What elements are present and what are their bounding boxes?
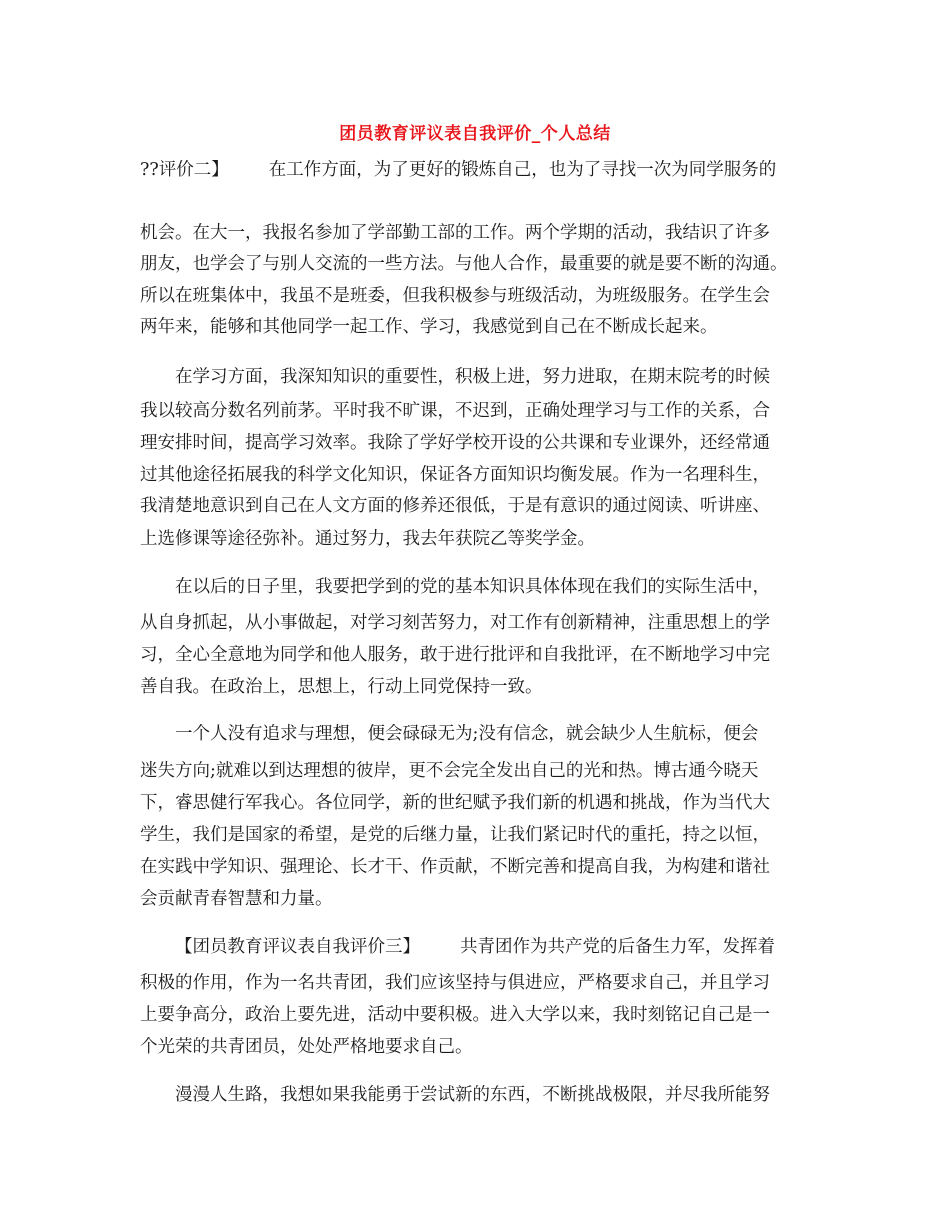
- text-line-6: 在学习方面，我深知知识的重要性，积极上进，努力进取，在期末院考的时候: [175, 367, 770, 387]
- text-line-21: 会贡献青春智慧和力量。: [140, 889, 333, 909]
- text-line-13: 从自身抓起，从小事做起，对学习刻苦努力，对工作有创新精神，注重思想上的学: [140, 613, 770, 633]
- text-line-7: 我以较高分数名列前茅。平时我不旷课，不迟到，正确处理学习与工作的关系，合: [140, 401, 770, 421]
- text-line-17: 迷失方向;就难以到达理想的彼岸，更不会完全发出自己的光和热。博古通今晓天: [140, 761, 759, 781]
- text-line-4: 所以在班集体中，我虽不是班委，但我积极参与班级活动，为班级服务。在学生会: [140, 286, 770, 306]
- text-line-26: 漫漫人生路，我想如果我能勇于尝试新的东西，不断挑战极限，并尽我所能努: [175, 1085, 770, 1105]
- text-line-23: 积极的作用，作为一名共青团，我们应该坚持与俱进应，严格要求自己，并且学习: [140, 973, 770, 993]
- text-line-1: [140, 157, 776, 183]
- document-title: 团员教育评议表自我评价_个人总结: [339, 124, 611, 144]
- text-line-8: 理安排时间，提高学习效率。我除了学好学校开设的公共课和专业课外，还经常通: [140, 433, 770, 453]
- text-line-2: 机会。在大一，我报名参加了学部勤工部的工作。两个学期的活动，我结识了许多: [140, 223, 770, 243]
- text-line-15: 善自我。在政治上，思想上，行动上同党保持一致。: [140, 677, 543, 697]
- section-label: ??评价二】: [140, 160, 229, 180]
- text-line-19: 学生，我们是国家的希望，是党的后继力量，让我们紧记时代的重托，持之以恒，: [140, 825, 770, 845]
- text-line-9: 过其他途径拓展我的科学文化知识，保证各方面知识均衡发展。作为一名理科生，: [140, 465, 770, 485]
- paragraph-text: 共青团作为共产党的后备生力军，发挥着: [460, 937, 775, 957]
- text-line-11: 上选修课等途径弥补。通过努力，我去年获院乙等奖学金。: [140, 529, 595, 549]
- text-line-5: 两年来，能够和其他同学一起工作、学习，我感觉到自己在不断成长起来。: [140, 317, 718, 337]
- text-line-20: 在实践中学知识、强理论、长才干、作贡献，不断完善和提高自我，为构建和谐社: [140, 857, 770, 877]
- text-line-24: 上要争高分，政治上要先进，活动中要积极。进入大学以来，我时刻铭记自己是一: [140, 1005, 770, 1025]
- text-line-25: 个光荣的共青团员，处处严格地要求自己。: [140, 1037, 473, 1057]
- text-line-22: [175, 934, 775, 960]
- paragraph-text: 在工作方面，为了更好的锻炼自己，也为了寻找一次为同学服务的: [268, 160, 777, 180]
- text-line-12: 在以后的日子里，我要把学到的党的基本知识具体体现在我们的实际生活中，: [175, 577, 770, 597]
- section-label: 【团员教育评议表自我评价三】: [175, 937, 420, 957]
- text-line-18: 下，睿思健行军我心。各位同学，新的世纪赋予我们新的机遇和挑战，作为当代大: [140, 793, 770, 813]
- text-line-10: 我清楚地意识到自己在人文方面的修养还很低，于是有意识的通过阅读、听讲座、: [140, 496, 770, 516]
- text-line-3: 朋友，也学会了与别人交流的一些方法。与他人合作，最重要的就是要不断的沟通。: [140, 254, 788, 274]
- text-line-14: 习，全心全意地为同学和他人服务，敢于进行批评和自我批评，在不断地学习中完: [140, 645, 770, 665]
- text-line-16: 一个人没有追求与理想，便会碌碌无为;没有信念，就会缺少人生航标，便会: [175, 724, 759, 744]
